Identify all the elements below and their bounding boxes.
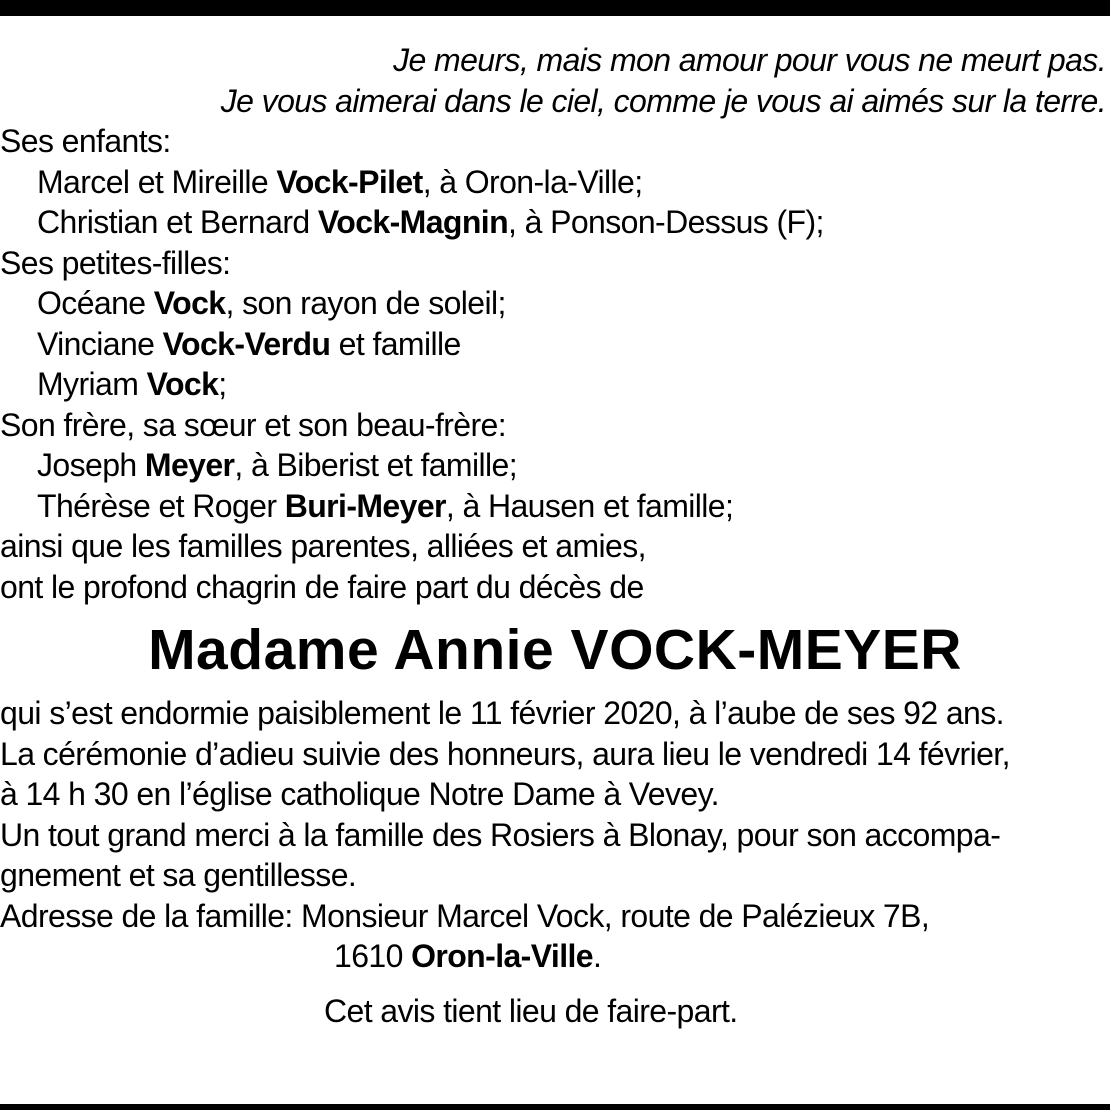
deceased-name: Madame Annie VOCK-MEYER <box>148 618 962 682</box>
petite-fille-entry: Vinciane Vock-Verdu et famille <box>37 325 461 362</box>
body-line-2: La cérémonie d’adieu suivie des honneurs, aura lieu le vendredi 14 février, <box>0 735 1010 772</box>
family-name: Buri-Meyer <box>284 487 446 524</box>
enfant-entry: Marcel et Mireille Vock-Pilet, à Oron-la-Ville; <box>37 163 643 200</box>
petites-filles-heading: Ses petites-filles: <box>0 244 231 281</box>
bottom-rule <box>0 1104 1110 1110</box>
body-line-5: gnement et sa gentillesse. <box>0 857 357 893</box>
petite-fille-entry: Océane Vock, son rayon de soleil; <box>37 285 506 321</box>
fratrie-entry: Joseph Meyer, à Biberist et famille; <box>37 447 518 483</box>
footer-note: Cet avis tient lieu de faire-part. <box>324 992 738 1029</box>
top-rule <box>0 0 1110 16</box>
family-name: Vock <box>146 366 219 402</box>
fratrie-heading: Son frère, sa sœur et son beau-frère: <box>0 406 507 443</box>
petite-fille-entry: Myriam Vock; <box>37 366 227 402</box>
address-line-2: 1610 Oron-la-Ville. <box>334 938 602 974</box>
quote-line-2: Je vous aimerai dans le ciel, comme je vous ai aimés sur la terre. <box>220 82 1106 119</box>
address-line-1: Adresse de la famille: Monsieur Marcel Vock, route de Palézieux 7B, <box>0 897 930 934</box>
address-town: Oron-la-Ville <box>411 938 593 974</box>
fratrie-entry: Thérèse et Roger Buri-Meyer, à Hausen et famille; <box>37 487 734 524</box>
family-name: Vock <box>153 285 226 321</box>
family-name: Vock-Verdu <box>162 325 331 362</box>
family-name: Vock-Magnin <box>317 204 509 240</box>
family-name: Meyer <box>144 447 235 483</box>
obituary-notice <box>0 40 1110 1031</box>
closing-line-2: ont le profond chagrin de faire part du décès de <box>0 568 644 605</box>
closing-line-1: ainsi que les familles parentes, alliées et amies, <box>0 528 646 564</box>
enfant-entry: Christian et Bernard Vock-Magnin, à Ponson-Dessus (F); <box>37 204 824 240</box>
body-line-4: Un tout grand merci à la famille des Rosiers à Blonay, pour son accompa- <box>0 816 1001 853</box>
body-line-3: à 14 h 30 en l’église catholique Notre Dame à Vevey. <box>0 776 719 812</box>
body-line-1: qui s’est endormie paisiblement le 11 février 2020, à l’aube de ses 92 ans. <box>0 695 1004 731</box>
quote-line-1: Je meurs, mais mon amour pour vous ne meurt pas. <box>393 42 1106 78</box>
enfants-heading: Ses enfants: <box>0 123 171 159</box>
family-name: Vock-Pilet <box>276 163 423 200</box>
address-postcode: 1610 <box>334 938 412 974</box>
